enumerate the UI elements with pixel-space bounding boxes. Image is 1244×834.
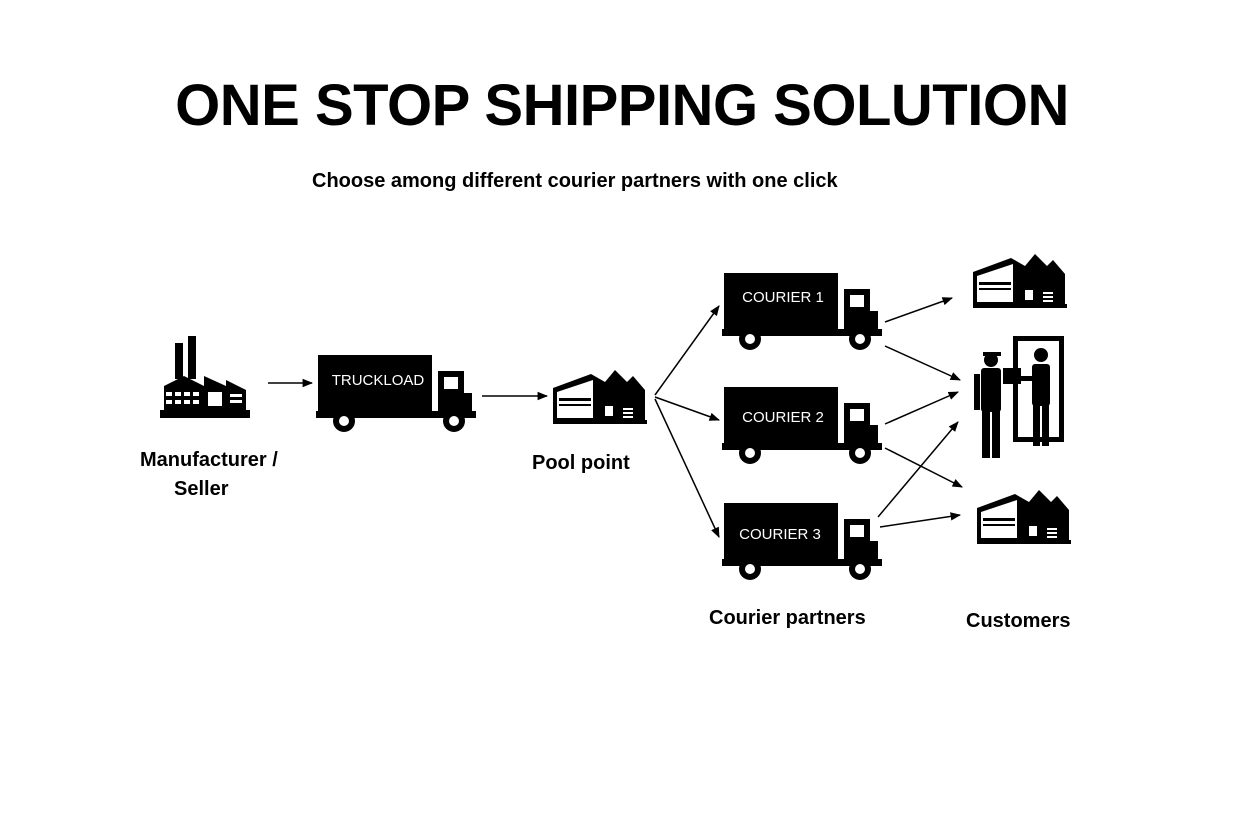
courier-2-label: COURIER 2 [742, 409, 824, 426]
truck-icon [316, 355, 476, 432]
warehouse-icon [973, 254, 1067, 308]
diagram-title: ONE STOP SHIPPING SOLUTION [175, 73, 1069, 138]
courier-1-label: COURIER 1 [742, 289, 824, 306]
customers-label: Customers [966, 610, 1071, 632]
truckload-label: TRUCKLOAD [331, 372, 425, 389]
courier-partners-label: Courier partners [709, 607, 866, 629]
seller-label: Seller [174, 478, 229, 500]
warehouse-icon [553, 370, 647, 424]
warehouse-icon [977, 490, 1071, 544]
courier-truck-icon [722, 273, 882, 350]
factory-icon [160, 336, 250, 418]
manufacturer-label: Manufacturer / [140, 449, 278, 471]
person-at-door-icon [974, 336, 1064, 458]
diagram-subtitle: Choose among different courier partners with one click [312, 170, 838, 192]
pool-point-label: Pool point [532, 452, 630, 474]
courier-3-label: COURIER 3 [739, 526, 821, 543]
